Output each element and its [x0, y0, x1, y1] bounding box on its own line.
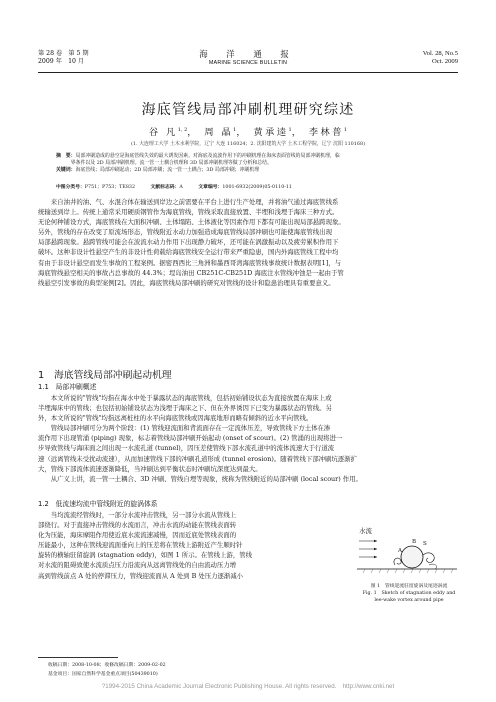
caption-en: Fig. 1 Sketch of stagnation eddy and	[362, 591, 456, 596]
abstract-text: 界条件以及 2D 局部冲刷机理。流一管一土耦合机理和 3D 局部冲刷机理等做了分析和总结。	[70, 160, 272, 167]
paragraph-line: 另外，管线的存在改变了原流场形态，管线附近水动力加强造成海底管线局部冲刷也可能使海底管线出现	[38, 228, 332, 237]
point-a-label: A	[398, 548, 402, 554]
paragraph-line: 速（远离管线未受扰动流速），从而加速管线下部的冲刷孔道形成 (tunnel erosion)。随着管线下部冲刷坑逐渐扩	[38, 454, 357, 463]
abstract-label: 摘 要：	[56, 153, 76, 159]
figure-1-caption	[349, 583, 469, 604]
paragraph-line: 从广义上讲，流一管一土耦合、3D 冲刷、管线自埋等现象，统称为管线附近的局部冲刷 (local scour) 作用。	[38, 474, 362, 483]
author-name: 黄承逵	[253, 127, 289, 138]
paragraph-line: 海底管线悬空相关的事故占总事故的 44.3%；埕岛油田 CB251C-CB251D 海底注水管线冲蚀是一起由于管	[38, 268, 344, 277]
paragraph-line: 化为压能，海床摩阻作用使近底水流流速减慢，因而近底处管线表面的	[38, 531, 237, 540]
paragraph-line: 本文所说的"管线"均指在海水中处于暴露状态的海底管线，包括初始铺设状态为直接放置在海床上或	[38, 394, 332, 402]
document-code: 文献标志码：A	[150, 185, 183, 190]
paragraph-line: 步导致管线与海床面之间出现一水流孔道 (tunnel)，因压差使管线下部水流孔道中的流体流速大于行道流	[38, 444, 335, 453]
paragraph-line: 局部悬跨现象。悬跨管线可能会在波流水动力作用下出现静力破坏，还可能在涡激振动以及疲劳累积作用下	[38, 238, 339, 247]
paragraph-line: 流作用下出现管涌 (piping) 现象，标志着管线局部冲刷开始起动 (onset of scour)。(2) 管涌的出现将进一	[38, 434, 343, 443]
paragraph-line: 来自油井的油、气、水混合体在输送到岸边之前需要在平台上进行生产处理，并将油气通过海底管线系	[38, 198, 339, 206]
section-heading: 1 海底管线局部冲刷起动机理	[38, 370, 172, 381]
issue-date: 2009 年 10 月	[38, 58, 85, 65]
author-affil-mark: 1	[288, 126, 292, 133]
keywords-line	[56, 167, 436, 174]
subsection-heading: 1.2 低流速均流中管线附近的旋涡体系	[38, 500, 158, 508]
paragraph-line: 破坏。这种非设计性悬空产生的非设计性荷载给海底管线安全运行带来严重隐患，国内外海底管线工程中均	[38, 248, 339, 257]
footnote-divider	[38, 657, 118, 658]
clc-number: 中图分类号：P751；P753；TE832	[56, 185, 136, 190]
keywords: 海底管线；局部冲刷起动；2D 局部冲刷；流一管一土耦合；3D 局部冲刷；冲刷机理	[75, 167, 260, 174]
keywords-label: 关键词：	[56, 167, 76, 174]
introduction	[38, 197, 458, 288]
copyright-notice: ?1994-2015 China Academic Journal Electronic Publishing House. All rights reserved. http://www.cnki.net	[101, 683, 395, 690]
paragraph-line: 当均流流经管线时，一部分水流冲击管线，另一部分水流从管线上	[38, 511, 237, 519]
affiliation: (1. 大连理工大学 土木水利学院，辽宁 大连 116024；2. 沈阳建筑大学 土木工程学院，辽宁 沈阳 110168)	[130, 141, 366, 147]
author-name: 李林普	[308, 127, 344, 138]
received-date: 收稿日期：2008-10-08；收修改稿日期：2009-02-02	[48, 663, 166, 668]
paragraph-line: 高到管线前点 A 处的停滞压力，管线迎流面从 A 处到 B 处压力逐渐减小	[38, 571, 244, 580]
paragraph-line: 无论何种铺设方式，海底管线在大面积冲刷、土体塌陷、土体液化等因素作用下都有可能出现局部悬跨现象。	[38, 218, 345, 227]
paragraph-line: 部绕行。对于直接冲击管线的水流而言，冲击水流的动能在管线表面转	[38, 521, 237, 530]
running-header-journal	[0, 50, 496, 67]
point-s-label: S	[423, 541, 427, 547]
seabed-hatching	[357, 569, 453, 573]
figure-1-sketch	[357, 519, 457, 581]
article-number: 文章编号：1001-6932(2009)05-0110-11	[198, 185, 292, 190]
fund-info: 基金项目：国家自然科学基金重点项目(50439010)	[48, 672, 158, 677]
journal-name-en: MARINE SCIENCE BULLETIN	[208, 60, 288, 66]
author-affil-mark: 1, 2	[177, 126, 188, 133]
paragraph-line: 外，本文所说的"管线"均指远离桩柱的水平向海底管线或因海底地形而略有倾斜的近水平向管线。	[38, 414, 313, 423]
header-divider	[38, 72, 458, 73]
paragraph-line: 有由于非设计悬空而发生事故的工程案例。据密西西比三角洲和墨西哥湾海底管线事故统计数据表明[1]，与	[38, 258, 342, 267]
abstract	[56, 153, 436, 175]
paragraph-line: 旋转的横轴驻留旋涡 (stagnation eddy)，如图 1 所示。在管线上游，管线	[38, 551, 252, 560]
article-title: 海底管线局部冲刷机理研究综述	[141, 102, 355, 118]
paragraph-line: 压能最小，这种在管线迎流面垂向上的压差将在管线上游附近产生顺时针	[38, 541, 243, 550]
lee-wake-vortex-lower	[429, 564, 437, 569]
paragraph-line: 管线局部冲刷可分为两个阶段：(1) 管线迎流面和背流面存在一定流体压差，导致管线下方土体在渗	[38, 424, 331, 433]
paragraph-line: 大，管线下部流体流速逐渐降低，当冲刷达到平衡状态时冲刷坑深度达到最大。	[38, 464, 262, 473]
paragraph-line: 统输送到岸上。传统上通常采用硬质钢管作为海底管线，管线采取直接放置、半埋和浅埋于海床三种方式。	[38, 208, 339, 217]
caption-en: lee-wake vortex around pipe	[374, 598, 444, 603]
subsection-1-2-body	[38, 510, 344, 581]
figure-label-water: 水流	[359, 527, 372, 535]
author-affil-mark: 1	[343, 126, 348, 133]
paragraph-line: 线悬空引发事故的典型案例[2]。因此，海底管线局部冲刷的研究对管线的设计和隐患治理具有重要意义。	[38, 278, 335, 287]
running-header-vol-en	[423, 50, 458, 66]
author-list: 谷 凡$^{1, 2}$， 周 晶$^1$， 黄承逵$^1$， 李林普$^1$	[148, 126, 348, 138]
author-affil-mark: 1	[233, 126, 237, 133]
subsection-heading: 1.1 局部冲刷概述	[38, 383, 97, 391]
pipe-cross-section	[401, 546, 423, 568]
paragraph-line: 半埋海床中的管线；也包括初始铺设状态为浅埋于海床之下、但在外界诱因下已变为暴露状态的管线。另	[38, 404, 332, 413]
issue-date-en: Oct. 2009	[431, 58, 458, 65]
volume-issue: 第 28 卷 第 5 期	[38, 50, 89, 57]
subsection-1-1-body	[38, 393, 458, 484]
journal-name-cn: 海 洋 通 报	[199, 49, 297, 59]
stagnation-eddy	[394, 558, 401, 565]
classification-line	[56, 183, 306, 190]
author-name: 谷 凡	[148, 127, 178, 138]
flow-arrows	[359, 540, 377, 558]
abstract-text: 局部冲刷造成的悬空是海底管线失效的最大诱发因素。对海底及流波作用下的冲刷机理在海床表面管线的局部冲刷机理，临	[75, 153, 340, 159]
point-b-label: B	[412, 539, 417, 545]
volume-issue-en: Vol. 28, No.5	[422, 50, 458, 57]
author-name: 周 晶	[204, 127, 234, 138]
paragraph-line: 对水流的阻碍致使水流质点压力沿流向从远离管线处的自由流动压力增	[38, 561, 237, 570]
caption-cn: 图 1 管线迎流驻留旋涡及尾迹涡流	[370, 584, 448, 589]
lee-wake-vortex	[423, 553, 434, 563]
